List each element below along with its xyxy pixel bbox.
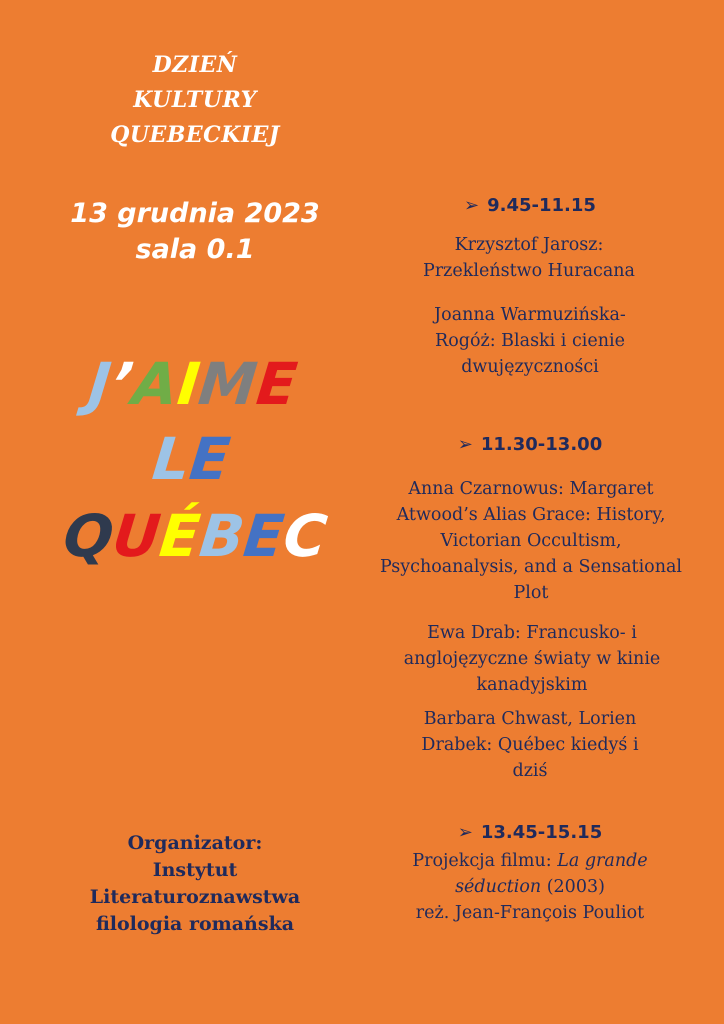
organizer-line-2: Literaturoznawstwa: [89, 886, 301, 908]
slogan-letter: Q: [60, 502, 117, 570]
talk-title: Anna Czarnowus: Margaret Atwood’s Alias Grace: History, Victorian Occultism, Psychoanalysis, and a Sensational Plot: [379, 479, 683, 603]
event-title: [40, 48, 350, 153]
organizer-line-3: filologia romańska: [95, 913, 295, 935]
event-date-block: [30, 196, 360, 268]
talk-title: Joanna Warmuzińska-Rogóż: Blaski i cienie dwujęzyczności: [434, 305, 626, 377]
talk-title: Barbara Chwast, Lorien Drabek: Québec kiedyś i dziś: [421, 709, 639, 781]
organizer-line-1: Instytut: [152, 859, 238, 881]
slogan-letter: M: [195, 350, 261, 418]
slogan-letter: J: [85, 350, 115, 418]
film-year: (2003): [546, 877, 605, 897]
arrow-icon: ➢: [464, 195, 480, 216]
slogan-letter: ’: [107, 350, 137, 418]
talk: [394, 232, 664, 284]
organizer-label: Organizator:: [127, 832, 263, 854]
talk: [405, 302, 655, 380]
talk: [376, 476, 686, 606]
session-time-label: 13.45-15.15: [480, 822, 603, 843]
slogan-letter: E: [186, 425, 233, 493]
talk-title: Krzysztof Jarosz: Przekleństwo Huracana: [423, 235, 635, 281]
slogan-letter: U: [109, 502, 164, 570]
slogan-letter: E: [240, 502, 288, 570]
slogan-line-quebec: [30, 503, 360, 569]
title-line-1: DZIEŃ: [152, 52, 238, 78]
talk: [402, 620, 662, 698]
film-title: La grande séduction: [455, 851, 648, 897]
organizer-block: [50, 830, 340, 938]
film-director: reż. Jean-François Pouliot: [415, 903, 645, 923]
slogan-letter: É: [156, 502, 204, 570]
event-room: sala 0.1: [135, 234, 255, 265]
slogan-letter: B: [196, 502, 248, 570]
slogan-letter: E: [253, 350, 301, 418]
talk-title: Ewa Drab: Francusko- i anglojęzyczne światy w kinie kanadyjskim: [403, 623, 661, 695]
session-1: [380, 193, 680, 219]
talk: [405, 706, 655, 784]
arrow-icon: ➢: [457, 822, 473, 843]
session-time: [380, 820, 680, 846]
slogan-letter: L: [149, 425, 194, 493]
session-time-label: 9.45-11.15: [487, 195, 596, 216]
slogan-letter: C: [280, 502, 330, 570]
slogan-letter: A: [129, 350, 182, 418]
session-3: [380, 820, 680, 926]
event-date: 13 grudnia 2023: [70, 198, 320, 229]
slogan-letter: I: [174, 350, 203, 418]
slogan-line-le: [26, 426, 356, 492]
session-2: [380, 432, 680, 458]
session-time: [380, 432, 680, 458]
arrow-icon: ➢: [457, 434, 473, 455]
session-time: [380, 193, 680, 219]
title-line-3: QUEBECKIEJ: [110, 122, 280, 148]
slogan-line-jaime: [28, 351, 358, 417]
film-prefix: Projekcja filmu:: [412, 851, 552, 871]
title-line-2: KULTURY: [133, 87, 257, 113]
session-time-label: 11.30-13.00: [480, 434, 603, 455]
film-screening: [380, 848, 680, 926]
